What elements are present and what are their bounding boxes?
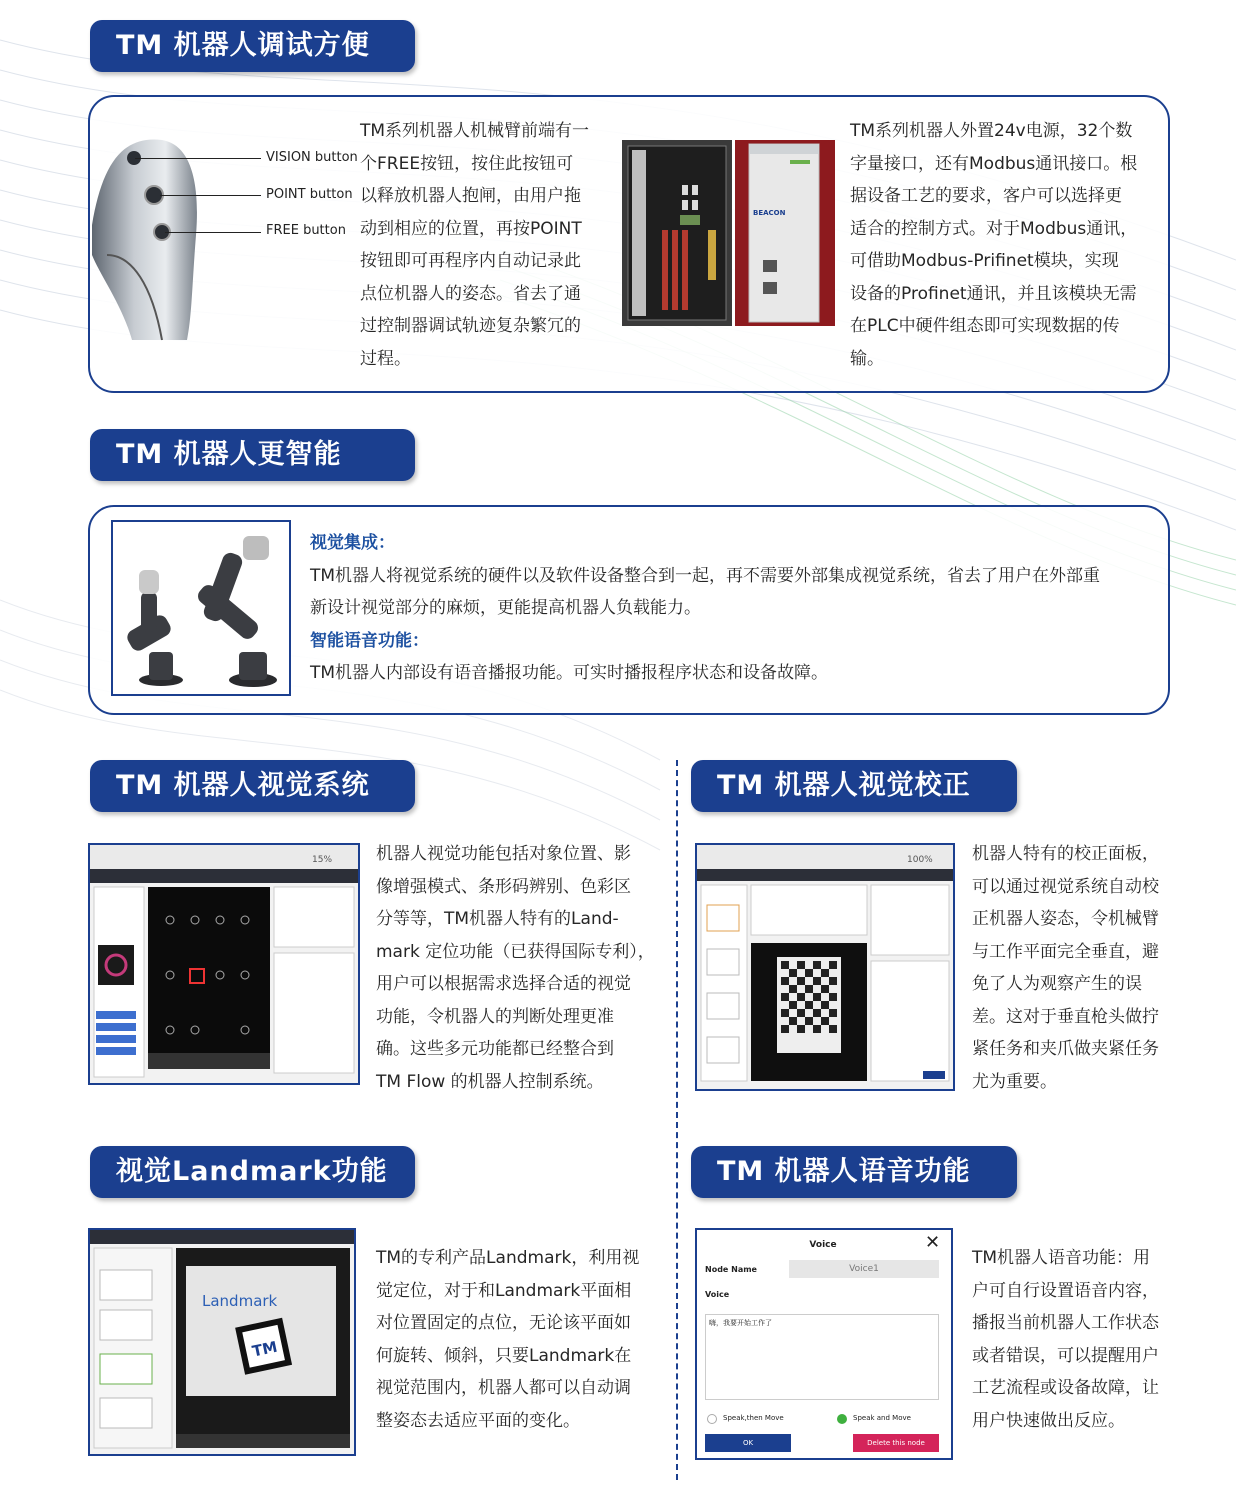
text-line: 工艺流程或设备故障，让 bbox=[972, 1378, 1159, 1398]
text-line: 对位置固定的点位，无论该平面如 bbox=[376, 1313, 631, 1333]
text-line: 用户快速做出反应。 bbox=[972, 1410, 1125, 1431]
text-line: 整姿态去适应平面的变化。 bbox=[376, 1410, 580, 1431]
landmark-text bbox=[376, 1242, 661, 1437]
free-callout-line bbox=[165, 232, 261, 233]
text-line: 在PLC中硬件组态即可实现数据的传 bbox=[850, 316, 1120, 336]
text-line: 用户可以根据需求选择合适的视觉 bbox=[376, 974, 631, 994]
calibration-software-screenshot bbox=[695, 843, 955, 1091]
voice-text bbox=[972, 1242, 1172, 1437]
voice-label: Voice bbox=[705, 1290, 730, 1299]
text-line: TM机器人语音功能：用 bbox=[972, 1248, 1151, 1268]
text-line: 何旋转、倾斜，只要Landmark在 bbox=[376, 1345, 632, 1366]
free-button-label: FREE button bbox=[266, 223, 346, 238]
text-line: 紧任务和夹爪做夹紧任务 bbox=[972, 1039, 1159, 1059]
debug-right-text bbox=[850, 115, 1160, 375]
vision-text bbox=[376, 838, 661, 1098]
landmark-ui-mock bbox=[90, 1230, 354, 1454]
vision-callout-line bbox=[135, 158, 261, 159]
text-line: 过控制器调试轨迹复杂繁冗的 bbox=[360, 316, 581, 336]
section-title-smart: TM 机器人更智能 bbox=[90, 429, 415, 481]
text-line: 尤为重要。 bbox=[972, 1071, 1057, 1092]
tm-logo: TM bbox=[250, 1337, 279, 1361]
radio-speak-then-move[interactable] bbox=[707, 1414, 717, 1424]
text-line: 确。这些多元功能都已经整合到 bbox=[376, 1039, 614, 1059]
text-line: 像增强模式、条形码辨别、色彩区 bbox=[376, 876, 631, 897]
text-line: 设备的Profinet通讯，并且该模块无需 bbox=[850, 283, 1137, 304]
text-line: 功能，令机器人的判断处理更准 bbox=[376, 1006, 614, 1027]
node-name-input[interactable]: Voice1 bbox=[789, 1260, 939, 1278]
voice-content-textarea[interactable] bbox=[705, 1314, 939, 1400]
voice-function-label: 智能语音功能： bbox=[310, 630, 429, 651]
radio-speak-and-move[interactable] bbox=[837, 1414, 847, 1424]
text-line: 免了人为观察产生的误 bbox=[972, 974, 1142, 994]
vision-button-label: VISION button bbox=[266, 150, 358, 165]
voice-dialog-title: Voice bbox=[809, 1240, 837, 1250]
section-title-voice: TM 机器人语音功能 bbox=[691, 1146, 1017, 1198]
text-line: 据设备工艺的要求，客户可以选择更 bbox=[850, 186, 1122, 206]
radio-speak-then-move-label: Speak,then Move bbox=[723, 1414, 784, 1422]
text-line: 分等等，TM机器人特有的Land- bbox=[376, 909, 619, 929]
zoom-level: 100% bbox=[907, 855, 933, 865]
text-line: 输。 bbox=[850, 348, 884, 369]
robot-arm-buttons-image bbox=[92, 105, 202, 345]
text-line: 机器人特有的校正面板， bbox=[972, 844, 1159, 864]
voice-function-text: TM机器人内部设有语音播报功能。可实时播报程序状态和设备故障。 bbox=[310, 663, 829, 683]
ok-button[interactable]: OK bbox=[705, 1434, 791, 1452]
vision-ui-mock bbox=[90, 845, 358, 1083]
text-line: 视觉范围内，机器人都可以自动调 bbox=[376, 1378, 631, 1398]
section-title-calibration: TM 机器人视觉校正 bbox=[691, 760, 1017, 812]
column-divider bbox=[676, 760, 678, 1480]
text-line: 户可自行设置语音内容， bbox=[972, 1280, 1159, 1301]
radio-speak-and-move-label: Speak and Move bbox=[853, 1414, 911, 1422]
point-callout-line bbox=[160, 195, 261, 196]
text-line: 正机器人姿态，令机械臂 bbox=[972, 909, 1159, 929]
voice-dialog-screenshot bbox=[695, 1228, 953, 1460]
text-line: TM Flow 的机器人控制系统。 bbox=[376, 1071, 604, 1092]
smart-text bbox=[310, 527, 1160, 690]
delete-node-button[interactable]: Delete this node bbox=[853, 1434, 939, 1452]
text-line: 觉定位，对于和Landmark平面相 bbox=[376, 1280, 632, 1301]
landmark-overlay-label: Landmark bbox=[202, 1292, 278, 1310]
text-line: 可以通过视觉系统自动校 bbox=[972, 876, 1159, 897]
text-line: 与工作平面完全垂直，避 bbox=[972, 941, 1159, 962]
text-line: 或者错误，可以提醒用户 bbox=[972, 1345, 1159, 1366]
text-line: 按钮即可再程序内自动记录此 bbox=[360, 251, 581, 271]
vision-integration-line: TM机器人将视觉系统的硬件以及软件设备整合到一起，再不需要外部集成视觉系统，省去了用户在外部重 bbox=[310, 565, 1101, 586]
text-line: 机器人视觉功能包括对象位置、影 bbox=[376, 844, 631, 864]
text-line: mark 定位功能（已获得国际专利）， bbox=[376, 941, 655, 962]
text-line: 字量接口，还有Modbus通讯接口。根 bbox=[850, 153, 1138, 174]
text-line: 过程。 bbox=[360, 348, 411, 369]
debug-left-text bbox=[360, 115, 610, 375]
vision-software-screenshot bbox=[88, 843, 360, 1085]
text-line: TM系列机器人机械臂前端有一 bbox=[360, 121, 590, 141]
landmark-software-screenshot bbox=[88, 1228, 356, 1456]
text-line: 动到相应的位置，再按POINT bbox=[360, 218, 582, 239]
text-line: 个FREE按钮，按住此按钮可 bbox=[360, 153, 574, 174]
robot-arms-image bbox=[111, 520, 291, 696]
node-name-label: Node Name bbox=[705, 1265, 757, 1274]
text-line: TM系列机器人外置24v电源，32个数 bbox=[850, 121, 1133, 141]
text-line: 点位机器人的姿态。省去了通 bbox=[360, 283, 581, 304]
controller-io-image bbox=[622, 140, 732, 326]
point-button-label: POINT button bbox=[266, 187, 353, 202]
section-title-vision: TM 机器人视觉系统 bbox=[90, 760, 415, 812]
modbus-module-image bbox=[735, 140, 835, 326]
calibration-text bbox=[972, 838, 1172, 1098]
voice-content-value: 嗨，我要开始工作了 bbox=[709, 1319, 772, 1327]
text-line: 差。这对于垂直枪头做拧 bbox=[972, 1006, 1159, 1027]
text-line: 可借助Modbus-Prifinet模块，实现 bbox=[850, 251, 1119, 271]
section-title-landmark: 视觉Landmark功能 bbox=[90, 1146, 415, 1198]
text-line: 播报当前机器人工作状态 bbox=[972, 1313, 1159, 1333]
text-line: 适合的控制方式。对于Modbus通讯， bbox=[850, 218, 1138, 239]
module-brand: BEACON bbox=[753, 209, 786, 217]
close-icon[interactable]: ✕ bbox=[925, 1232, 941, 1253]
zoom-level: 15% bbox=[312, 855, 333, 865]
vision-integration-label: 视觉集成： bbox=[310, 533, 395, 553]
text-line: TM的专利产品Landmark，利用视 bbox=[376, 1248, 640, 1268]
text-line: 以释放机器人抱闸，由用户拖 bbox=[360, 186, 581, 206]
section-title-debug: TM 机器人调试方便 bbox=[90, 20, 415, 72]
vision-integration-line: 新设计视觉部分的麻烦，更能提高机器人负载能力。 bbox=[310, 598, 701, 618]
calibration-ui-mock bbox=[697, 845, 953, 1089]
